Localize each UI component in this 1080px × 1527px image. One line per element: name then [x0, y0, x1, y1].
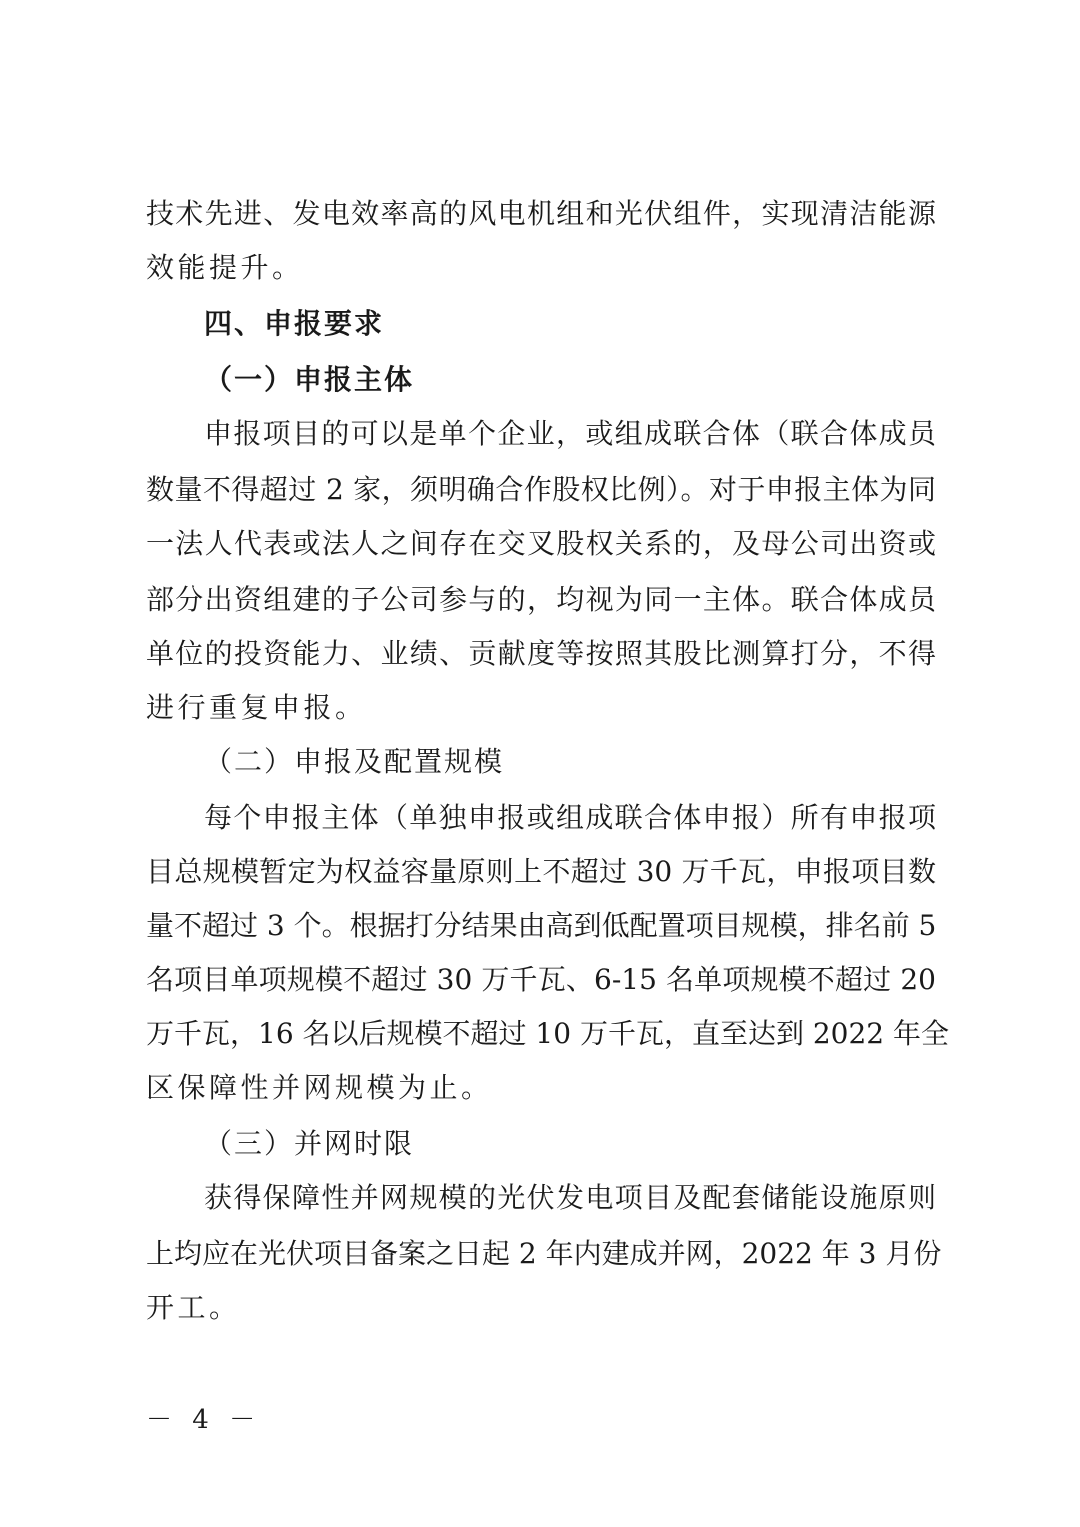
paragraph-line: 效能提升。 — [146, 251, 304, 284]
paragraph-line: 获得保障性并网规模的光伏发电项目及配套储能设施原则 — [204, 1181, 936, 1214]
section-heading: 四、申报要求 — [204, 307, 385, 340]
paragraph-line: 申报项目的可以是单个企业，或组成联合体（联合体成员 — [204, 417, 936, 450]
paragraph-line: 技术先进、发电效率高的风电机组和光伏组件，实现清洁能源 — [146, 197, 936, 230]
paragraph-line: 目总规模暂定为权益容量原则上不超过 30 万千瓦，申报项目数 — [146, 855, 936, 888]
paragraph-line: 进行重复申报。 — [146, 691, 367, 724]
subsection-heading: （一）申报主体 — [204, 363, 415, 396]
subsection-heading: （三）并网时限 — [204, 1127, 415, 1160]
paragraph-line: 量不超过 3 个。根据打分结果由高到低配置项目规模，排名前 5 — [146, 909, 937, 942]
paragraph-line: 名项目单项规模不超过 30 万千瓦、6-15 名单项规模不超过 20 — [146, 963, 936, 996]
paragraph-line: 单位的投资能力、业绩、贡献度等按照其股比测算打分，不得 — [146, 637, 936, 670]
paragraph-line: 每个申报主体（单独申报或组成联合体申报）所有申报项 — [204, 801, 936, 834]
page-number: － 4 － — [146, 1405, 262, 1435]
paragraph-line: 部分出资组建的子公司参与的，均视为同一主体。联合体成员 — [146, 583, 936, 616]
paragraph-line: 上均应在光伏项目备案之日起 2 年内建成并网，2022 年 3 月份 — [146, 1237, 942, 1270]
paragraph-line: 万千瓦，16 名以后规模不超过 10 万千瓦，直至达到 2022 年全 — [146, 1017, 950, 1050]
paragraph-line: 数量不得超过 2 家，须明确合作股权比例）。对于申报主体为同 — [146, 473, 936, 506]
subsection-heading: （二）申报及配置规模 — [204, 745, 505, 778]
paragraph-line: 一法人代表或法人之间存在交叉股权关系的，及母公司出资或 — [146, 527, 936, 560]
paragraph-line: 开工。 — [146, 1291, 241, 1324]
paragraph-line: 区保障性并网规模为止。 — [146, 1071, 493, 1104]
